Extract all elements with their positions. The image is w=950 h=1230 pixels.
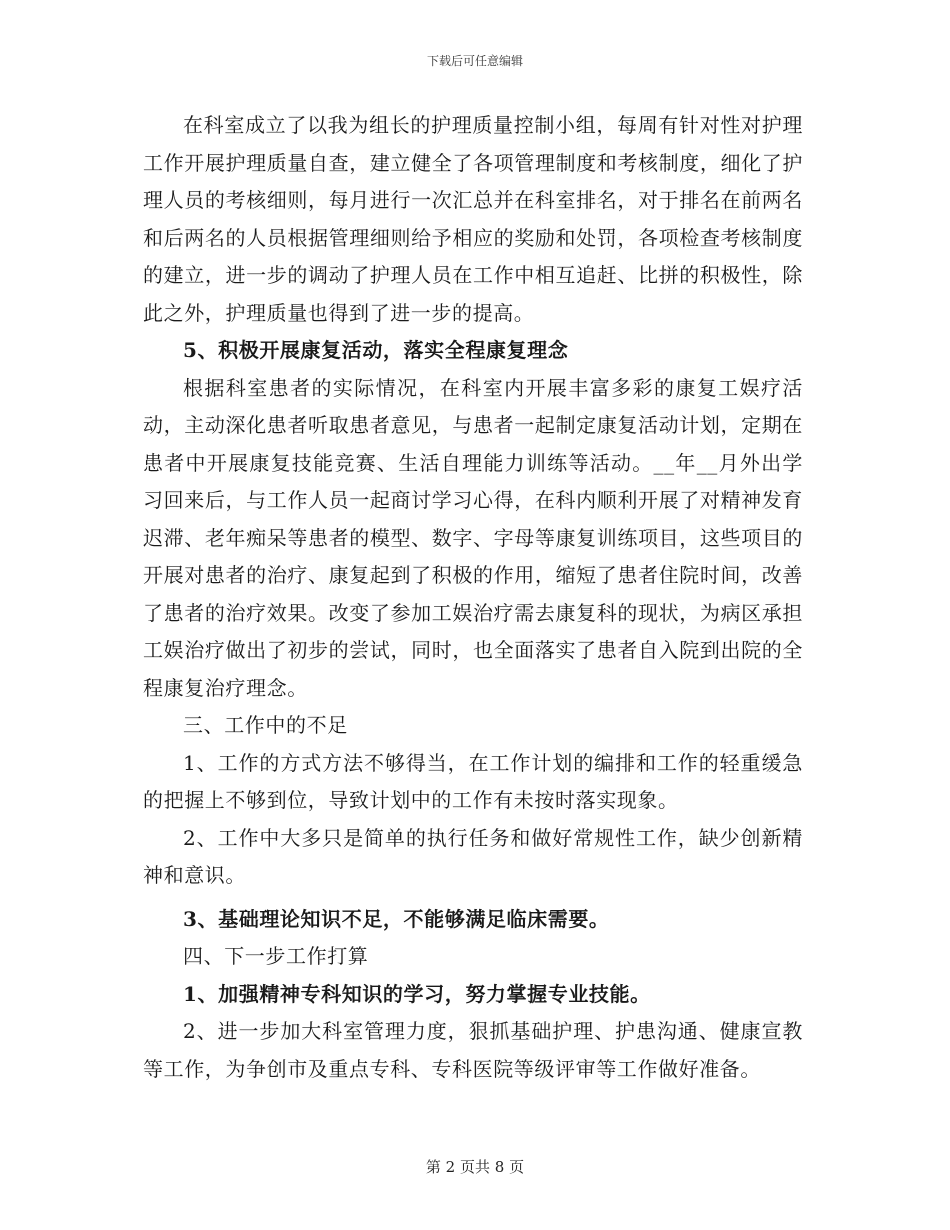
paragraph-shortcoming-3: 3、基础理论知识不足，不能够满足临床需要。 (183, 906, 610, 931)
paragraph-rehabilitation: 根据科室患者的实际情况，在科室内开展丰富多彩的康复工娱疗活动，主动深化患者听取患者意见，与患者一起制定康复活动计划，定期在患者中开展康复技能竞赛、生活自理能力训练等活动。__年__月外出学习回来后，与工作人员一起商讨学习心得，在科内顺利开展了对精神发育迟滞、老年痴呆等患者的模型、数字、字母等康复训练项目，这些项目的开展对患者的治疗、康复起到了积极的作用，缩短了患者住院时间，改善了患者的治疗效果。改变了参加工娱治疗需去康复科的现状，为病区承担工娱治疗做出了初步的尝试，同时，也全面落实了患者自入院到出院的全程康复治疗理念。 (143, 375, 803, 700)
page-header: 下载后可任意编辑 (426, 54, 523, 68)
page-number: 第 2 页共 8 页 (425, 1158, 525, 1176)
paragraph-shortcoming-2: 2、工作中大多只是简单的执行任务和做好常规性工作，缺少创新精神和意识。 (143, 825, 803, 887)
heading-rehabilitation: 5、积极开展康复活动，落实全程康复理念 (183, 338, 569, 362)
heading-shortcomings: 三、工作中的不足 (183, 713, 348, 737)
paragraph-next-step-1: 1、加强精神专科知识的学习，努力掌握专业技能。 (183, 981, 651, 1006)
document-body (143, 107, 803, 1088)
paragraph-shortcoming-1: 1、工作的方式方法不够得当，在工作计划的编排和工作的轻重缓急的把握上不够到位，导致计划中的工作有未按时落实现象。 (143, 750, 803, 812)
paragraph-quality-control: 在科室成立了以我为组长的护理质量控制小组，每周有针对性对护理工作开展护理质量自查，建立健全了各项管理制度和考核制度，细化了护理人员的考核细则，每月进行一次汇总并在科室排名，对于排名在前两名和后两名的人员根据管理细则给予相应的奖励和处罚，各项检查考核制度的建立，进一步的调动了护理人员在工作中相互追赶、比拼的积极性，除此之外，护理质量也得到了进一步的提高。 (143, 113, 803, 325)
heading-next-steps: 四、下一步工作打算 (183, 944, 369, 968)
paragraph-next-step-2: 2、进一步加大科室管理力度，狠抓基础护理、护患沟通、健康宣教等工作，为争创市及重点专科、专科医院等级评审等工作做好准备。 (143, 1019, 803, 1081)
